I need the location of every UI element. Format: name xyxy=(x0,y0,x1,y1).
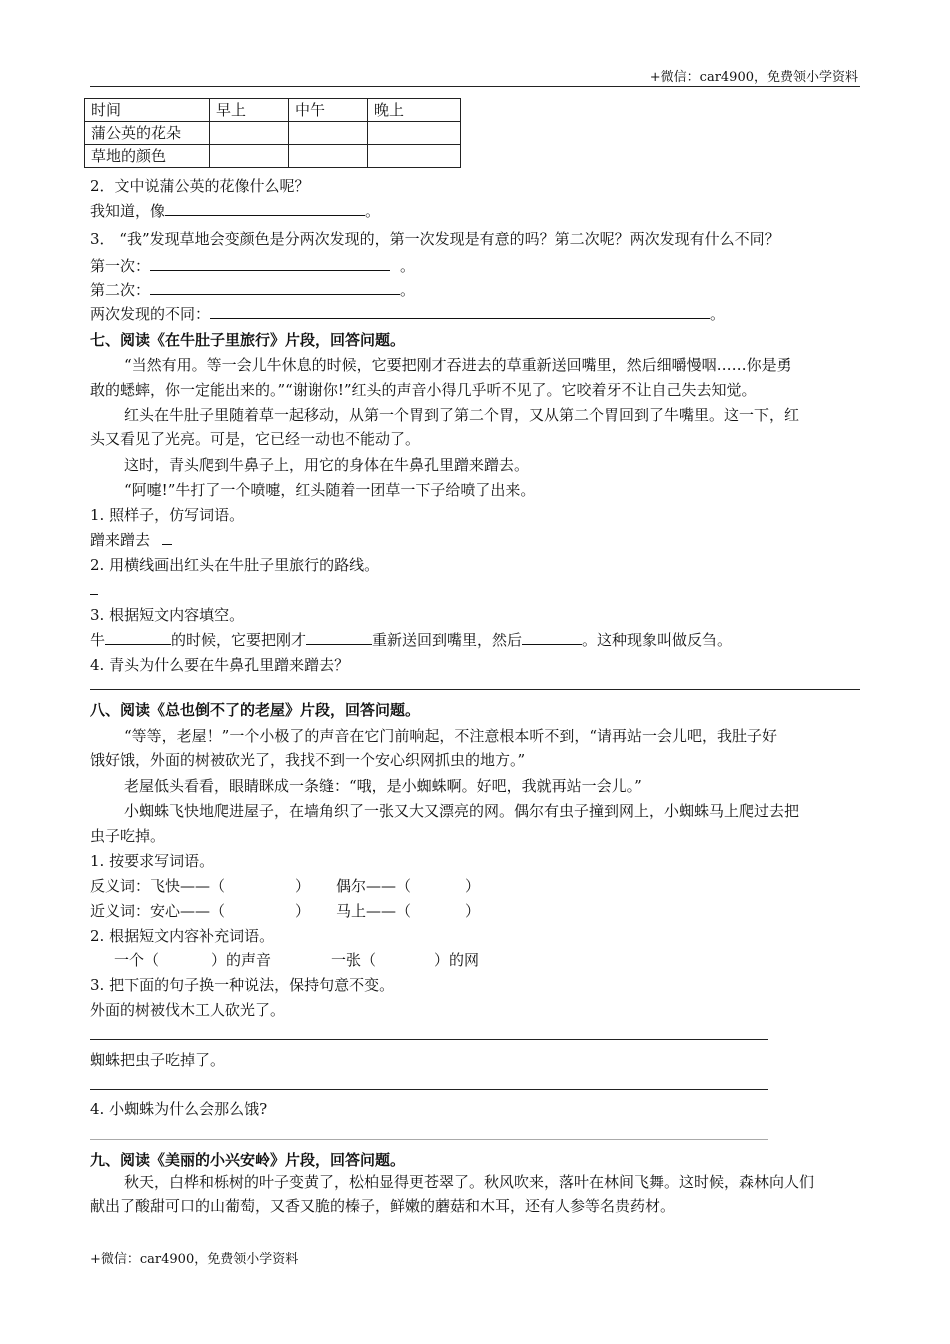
section-title xyxy=(90,1150,405,1170)
sentence-text: 蜘蛛把虫子吃掉了。 xyxy=(90,1051,226,1069)
answer-blank[interactable] xyxy=(90,580,98,595)
passage-line: 红头在牛肚子里随着草一起移动，从第一个胃到了第二个胃，又从第二个胃回到了牛嘴里。这一下，红 xyxy=(124,406,800,424)
fill-text: 一张（ xyxy=(331,951,377,969)
answer-blank[interactable] xyxy=(162,530,172,545)
passage-line: “阿嚏!”牛打了一个喷嚏，红头随着一团草一下子给喷了出来。 xyxy=(124,481,536,499)
question-text: 1. 照样子，仿写词语。 xyxy=(90,506,245,524)
fill-blank-line xyxy=(90,630,732,650)
table-row-label: 蒲公英的花朵 xyxy=(85,122,210,145)
section-title xyxy=(90,330,405,350)
example-word: 蹭来蹭去 xyxy=(90,531,151,549)
fill-text: ） xyxy=(295,902,311,920)
table-cell[interactable] xyxy=(368,145,461,168)
answer-prefix: 第二次： xyxy=(90,281,151,299)
passage-line: 饿好饿，外面的树被砍光了，我找不到一个安心织网抓虫的地方。” xyxy=(90,751,526,769)
word-fill-line xyxy=(114,950,479,970)
table-header-row xyxy=(85,99,461,122)
question-text: 1. 按要求写词语。 xyxy=(90,852,215,870)
period: 。 xyxy=(365,202,381,220)
table-cell[interactable] xyxy=(210,145,289,168)
answer-line xyxy=(90,304,725,324)
question-text: 2. 根据短文内容补充词语。 xyxy=(90,927,275,945)
period: 。 xyxy=(710,305,726,323)
question-text: 2. 用横线画出红头在牛肚子里旅行的路线。 xyxy=(90,556,380,574)
answer-rule[interactable] xyxy=(90,689,860,690)
question-text: 4. 小蜘蛛为什么会那么饿? xyxy=(90,1100,268,1118)
fill-text: 一个（ xyxy=(114,951,160,969)
fill-text: 近义词：安心——（ xyxy=(90,902,226,920)
answer-prefix: 我知道，像 xyxy=(90,202,166,220)
answer-blank[interactable] xyxy=(150,256,390,271)
fill-text: ）的声音 xyxy=(211,951,272,969)
question-text: 3. 把下面的句子换一种说法，保持句意不变。 xyxy=(90,976,395,994)
table-row xyxy=(85,122,461,145)
page-header: +微信：car4900，免费领小学资料 xyxy=(649,70,858,85)
question-text: 3. 根据短文内容填空。 xyxy=(90,606,245,624)
fill-text: ） xyxy=(295,877,311,895)
answer-rule[interactable] xyxy=(90,1139,768,1140)
answer-rule[interactable] xyxy=(90,1039,768,1040)
answer-blank[interactable] xyxy=(165,201,365,216)
question-text: 4. 青头为什么要在牛鼻孔里蹭来蹭去？ xyxy=(90,656,350,674)
answer-blank[interactable] xyxy=(522,630,582,645)
answer-blank[interactable] xyxy=(150,280,400,295)
observation-table xyxy=(84,98,461,168)
answer-prefix: 第一次： xyxy=(90,257,151,275)
fill-text: 偶尔——（ xyxy=(336,877,412,895)
answer-blank[interactable] xyxy=(306,630,372,645)
answer-rule[interactable] xyxy=(90,1089,768,1090)
fill-text: 。这种现象叫做反刍。 xyxy=(582,631,733,649)
passage-line: 这时，青头爬到牛鼻子上，用它的身体在牛鼻孔里蹭来蹭去。 xyxy=(124,456,530,474)
passage-line: “等等，老屋！”一个小极了的声音在它门前响起，不注意根本听不到，“请再站一会儿吧，我肚子好 xyxy=(124,727,778,745)
word-pair-line xyxy=(90,876,480,896)
section-title xyxy=(90,700,420,720)
fill-text: 马上——（ xyxy=(336,902,412,920)
answer-prefix: 两次发现的不同： xyxy=(90,305,211,323)
table-header-cell: 时间 xyxy=(85,99,210,122)
table-cell[interactable] xyxy=(368,122,461,145)
table-header-cell: 晚上 xyxy=(368,99,461,122)
answer-line xyxy=(90,580,98,600)
header-rule xyxy=(90,86,860,87)
fill-text: 的时候，它要把刚才 xyxy=(171,631,307,649)
question-text: 2．文中说蒲公英的花像什么呢？ xyxy=(90,177,310,195)
passage-line: “当然有用。等一会儿牛休息的时候，它要把刚才吞进去的草重新送回嘴里，然后细嚼慢咽……你是勇 xyxy=(124,356,792,374)
answer-line xyxy=(90,530,172,550)
table-header-cell: 中午 xyxy=(289,99,368,122)
word-pair-line xyxy=(90,901,480,921)
passage-line: 秋天，白桦和栎树的叶子变黄了，松柏显得更苍翠了。秋风吹来，落叶在林间飞舞。这时候，森林向人们 xyxy=(124,1173,815,1191)
sentence-text: 外面的树被伐木工人砍光了。 xyxy=(90,1001,286,1019)
answer-blank[interactable] xyxy=(210,304,710,319)
answer-line xyxy=(90,256,415,276)
answer-line xyxy=(90,280,415,300)
table-cell[interactable] xyxy=(289,122,368,145)
section-title-text: 八、阅读《总也倒不了的老屋》片段，回答问题。 xyxy=(90,701,421,719)
table-row xyxy=(85,145,461,168)
table-cell[interactable] xyxy=(210,122,289,145)
fill-text: 牛 xyxy=(90,631,106,649)
passage-line: 敢的蟋蟀，你一定能出来的。”“谢谢你!”红头的声音小得几乎听不见了。它咬着牙不让自己失去知觉。 xyxy=(90,381,757,399)
section-title-text: 七、阅读《在牛肚子里旅行》片段，回答问题。 xyxy=(90,331,406,349)
fill-text: 反义词：飞快——（ xyxy=(90,877,226,895)
answer-line xyxy=(90,201,380,221)
fill-text: ）的网 xyxy=(434,951,480,969)
table-row-label: 草地的颜色 xyxy=(85,145,210,168)
page-footer: +微信：car4900，免费领小学资料 xyxy=(90,1252,299,1267)
fill-text: ） xyxy=(465,902,481,920)
section-title-text: 九、阅读《美丽的小兴安岭》片段，回答问题。 xyxy=(90,1151,406,1169)
fill-text: ） xyxy=(465,877,481,895)
passage-line: 虫子吃掉。 xyxy=(90,827,166,845)
period: 。 xyxy=(400,281,416,299)
answer-blank[interactable] xyxy=(105,630,171,645)
fill-text: 重新送回到嘴里，然后 xyxy=(372,631,523,649)
table-cell[interactable] xyxy=(289,145,368,168)
passage-line: 小蜘蛛飞快地爬进屋子，在墙角织了一张又大又漂亮的网。偶尔有虫子撞到网上，小蜘蛛马上爬过去把 xyxy=(124,802,800,820)
period: 。 xyxy=(400,257,416,275)
passage-line: 头又看见了光亮。可是，它已经一动也不能动了。 xyxy=(90,430,421,448)
question-text: 3． “我”发现草地会变颜色是分两次发现的，第一次发现是有意的吗？第二次呢？两次发现有什么不同？ xyxy=(90,230,780,248)
table-header-cell: 早上 xyxy=(210,99,289,122)
passage-line: 献出了酸甜可口的山葡萄，又香又脆的榛子，鲜嫩的蘑菇和木耳，还有人参等名贵药材。 xyxy=(90,1197,676,1215)
passage-line: 老屋低头看看，眼睛眯成一条缝：“哦，是小蜘蛛啊。好吧，我就再站一会儿。” xyxy=(124,777,642,795)
